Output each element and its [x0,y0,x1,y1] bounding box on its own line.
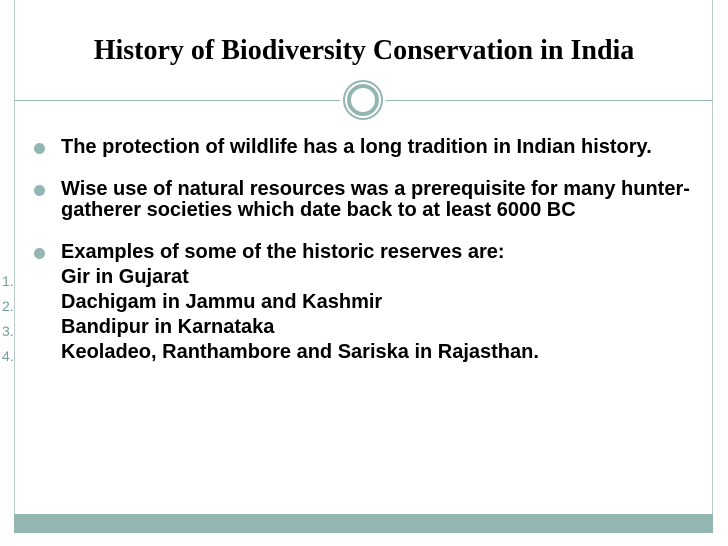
bullet-dot-icon [34,248,45,259]
bullet-item [0,242,700,263]
reserve-text: Dachigam in Jammu and Kashmir [61,291,383,313]
reserve-item [0,317,700,338]
bullet-dot-icon [34,143,45,154]
bullet-text: Wise use of natural resources was a prerequisite for many hunter-gatherer societies which date back to at least 6000 BC [61,178,690,221]
reserve-text: Keoladeo, Ranthambore and Sariska in Rajasthan. [61,341,539,363]
title-divider-right [386,100,712,101]
reserve-number: 4. [2,348,14,364]
reserve-text: Gir in Gujarat [61,266,189,288]
bullet-dot-icon [34,185,45,196]
reserve-item [0,342,700,363]
slide-content [0,137,700,363]
slide-title: History of Biodiversity Conservation in India [93,35,635,66]
reserve-number: 3. [2,323,14,339]
reserve-text: Bandipur in Karnataka [61,316,275,338]
bullet-text: Examples of some of the historic reserves are: [61,241,505,263]
bullet-item [0,137,700,158]
bullet-text: The protection of wildlife has a long tradition in Indian history. [61,136,652,158]
reserve-item [0,267,700,288]
reserve-item [0,292,700,313]
reserve-number: 2. [2,298,14,314]
footer-bar [14,514,713,533]
reserve-number: 1. [2,273,14,289]
bullet-item [0,179,700,221]
circle-ornament-icon [342,79,384,121]
title-divider-left [15,100,340,101]
